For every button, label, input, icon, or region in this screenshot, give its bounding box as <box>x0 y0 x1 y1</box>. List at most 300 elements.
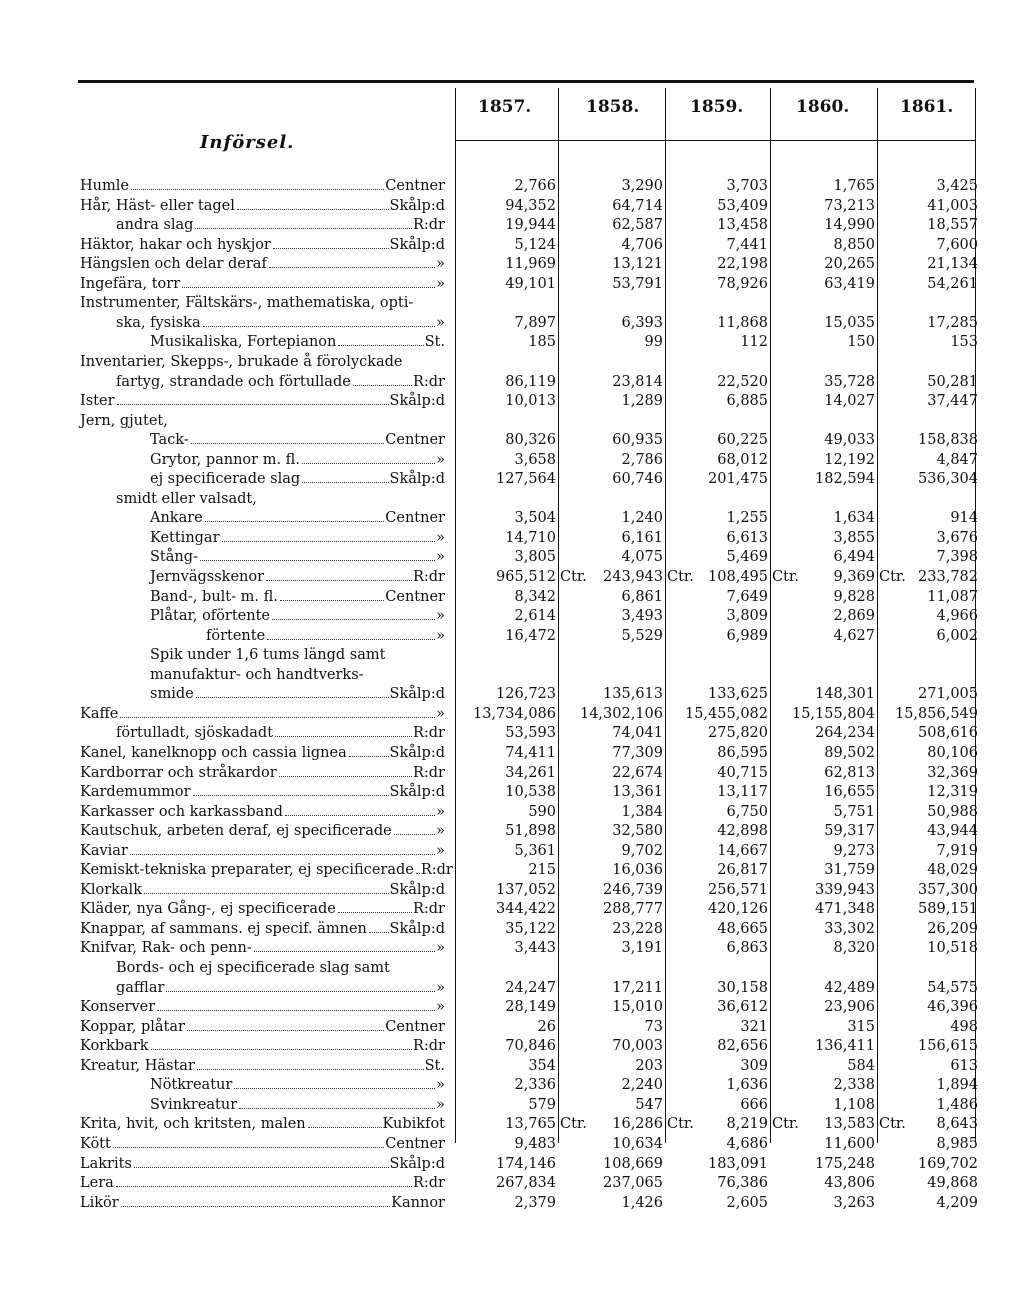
item-name: smidt eller valsadt, <box>116 490 257 507</box>
value-cell: 10,013 <box>505 393 556 410</box>
row-label <box>80 412 168 430</box>
table-row <box>0 412 1024 430</box>
value-cell: 267,834 <box>496 1175 556 1192</box>
table-row <box>0 373 1024 391</box>
leader-dots <box>117 404 389 405</box>
value-cell: 7,897 <box>514 314 556 331</box>
value-cell: 1,486 <box>936 1096 978 1113</box>
item-unit: Skålp:d <box>389 1155 445 1172</box>
value-cell: 32,580 <box>612 823 663 840</box>
value-cell: 354 <box>528 1057 556 1074</box>
row-label <box>116 959 390 977</box>
value-cell: 136,411 <box>815 1038 875 1055</box>
value-cell: 59,317 <box>824 823 875 840</box>
item-unit: Kannor <box>391 1194 445 1211</box>
value-cell: 26,817 <box>717 862 768 879</box>
value-cell: 8,342 <box>514 588 556 605</box>
item-unit: Centner <box>385 510 445 527</box>
item-name: Hår, Häst- eller tagel <box>80 197 235 214</box>
value-cell: 271,005 <box>918 686 978 703</box>
item-name: förtente <box>206 627 266 644</box>
row-label <box>80 1174 445 1192</box>
item-unit: » <box>436 823 445 840</box>
value-cell: 35,728 <box>824 373 875 390</box>
item-unit: » <box>436 940 445 957</box>
value-cell: 53,791 <box>612 275 663 292</box>
row-label <box>150 568 445 586</box>
item-unit: Skålp:d <box>389 881 445 898</box>
item-name: Inventarier, Skepps-, brukade å förolyckade <box>80 353 403 370</box>
value-cell: 3,504 <box>514 510 556 527</box>
item-name: ska, fysiska <box>116 314 201 331</box>
value-cell: 50,281 <box>927 373 978 390</box>
item-unit: R:dr <box>412 764 445 781</box>
value-cell: 7,441 <box>726 236 768 253</box>
value-cell: 48,665 <box>717 920 768 937</box>
value-cell: 4,966 <box>936 608 978 625</box>
value-cell: 150 <box>847 334 875 351</box>
row-label <box>150 685 445 703</box>
value-cell: 31,759 <box>824 862 875 879</box>
item-unit: St. <box>424 334 445 351</box>
value-cell: 74,041 <box>612 725 663 742</box>
value-cell: 14,990 <box>824 217 875 234</box>
leader-dots <box>197 1069 424 1070</box>
leader-dots <box>113 1147 384 1148</box>
row-label <box>150 529 445 547</box>
table-row <box>0 275 1024 293</box>
table-row <box>0 314 1024 332</box>
table-row <box>0 607 1024 625</box>
value-cell: 12,192 <box>824 451 875 468</box>
value-cell: 62,813 <box>824 764 875 781</box>
value-cell: 9,369 <box>833 569 875 585</box>
table-row <box>0 216 1024 234</box>
table-row <box>0 431 1024 449</box>
value-cell: 14,027 <box>824 393 875 410</box>
year-1: 1858. <box>586 97 640 117</box>
value-cell: 6,613 <box>726 529 768 546</box>
value-cell: 6,161 <box>621 529 663 546</box>
value-cell: 19,944 <box>505 217 556 234</box>
item-unit: » <box>436 275 445 292</box>
item-name: Karkasser och karkassband <box>80 803 283 820</box>
item-unit: » <box>436 705 445 722</box>
item-name: Kläder, nya Gång-, ej specificerade <box>80 901 336 918</box>
item-unit: » <box>436 1077 445 1094</box>
item-name: Lera <box>80 1175 114 1192</box>
item-unit: Skålp:d <box>389 197 445 214</box>
year-2: 1859. <box>690 97 744 117</box>
item-unit: R:dr <box>412 569 445 585</box>
value-cell: 174,146 <box>496 1155 556 1172</box>
value-cell: 1,636 <box>726 1077 768 1094</box>
item-unit: » <box>436 1096 445 1113</box>
value-cell: 357,300 <box>918 881 978 898</box>
row-label <box>80 255 445 273</box>
value-cell: 182,594 <box>815 471 875 488</box>
row-label <box>116 314 445 332</box>
table-row <box>0 236 1024 254</box>
value-cell: 579 <box>528 1096 556 1113</box>
row-label <box>80 197 445 215</box>
table-row <box>0 353 1024 371</box>
value-cell: 40,715 <box>717 764 768 781</box>
value-cell: 344,422 <box>496 901 556 918</box>
value-cell: 243,943 <box>603 569 663 585</box>
value-cell: 42,898 <box>717 823 768 840</box>
item-name: Konserver <box>80 999 156 1016</box>
table-row <box>0 822 1024 840</box>
value-cell: 78,926 <box>717 275 768 292</box>
table-row <box>0 627 1024 645</box>
value-cell: 156,615 <box>918 1038 978 1055</box>
value-cell: 70,846 <box>505 1038 556 1055</box>
row-label <box>116 724 445 742</box>
row-label <box>80 842 445 860</box>
value-cell: 256,571 <box>708 881 768 898</box>
item-name: Kardborrar och stråkardor <box>80 764 277 781</box>
table-row <box>0 724 1024 742</box>
row-label <box>80 1018 445 1036</box>
value-cell: 3,676 <box>936 529 978 546</box>
table-row <box>0 490 1024 508</box>
value-cell: 3,703 <box>726 178 768 194</box>
value-cell: 420,126 <box>708 901 768 918</box>
value-cell: 3,443 <box>514 940 556 957</box>
value-cell: 11,969 <box>505 256 556 273</box>
value-cell: 589,151 <box>918 901 978 918</box>
value-cell: 153 <box>950 334 978 351</box>
item-name: Kemiskt-tekniska preparater, ej specificerade <box>80 862 414 879</box>
table-row <box>0 842 1024 860</box>
item-unit: Centner <box>385 1135 445 1152</box>
item-name: gafflar <box>116 979 165 996</box>
item-unit: Kubikfot <box>382 1116 445 1133</box>
value-cell: 3,658 <box>514 451 556 468</box>
item-name: Musikaliska, Fortepianon <box>150 334 337 351</box>
leader-dots <box>120 717 435 718</box>
value-cell: 68,012 <box>717 451 768 468</box>
value-cell: 1,634 <box>833 510 875 527</box>
leader-dots <box>269 267 435 268</box>
value-cell: 22,674 <box>612 764 663 781</box>
value-cell: 15,856,549 <box>894 705 978 722</box>
value-cell: 1,894 <box>936 1077 978 1094</box>
value-cell: 135,613 <box>603 686 663 703</box>
leader-dots <box>200 560 435 561</box>
item-name: Ankare <box>150 510 203 527</box>
value-cell: 7,398 <box>936 549 978 566</box>
value-cell: 508,616 <box>918 725 978 742</box>
item-unit: Centner <box>385 588 445 605</box>
value-cell: 23,814 <box>612 373 663 390</box>
value-cell: 50,988 <box>927 803 978 820</box>
value-cell: 15,035 <box>824 314 875 331</box>
value-cell: 6,885 <box>726 393 768 410</box>
item-name: andra slag <box>116 217 194 234</box>
value-cell: 8,850 <box>833 236 875 253</box>
value-cell: 53,409 <box>717 197 768 214</box>
value-cell: 8,985 <box>936 1135 978 1152</box>
value-cell: 3,290 <box>621 178 663 194</box>
value-cell: 498 <box>950 1018 978 1035</box>
item-unit: » <box>436 842 445 859</box>
value-cell: 13,458 <box>717 217 768 234</box>
item-name: Kaffe <box>80 705 119 722</box>
item-name: Humle <box>80 178 129 194</box>
table-row <box>0 1057 1024 1075</box>
value-cell: 60,746 <box>612 471 663 488</box>
value-cell: 137,052 <box>496 881 556 898</box>
value-cell: 169,702 <box>918 1155 978 1172</box>
item-name: Jern, gjutet, <box>80 412 168 429</box>
value-cell: 22,198 <box>717 256 768 273</box>
value-cell: 26 <box>537 1018 556 1035</box>
item-unit: Skålp:d <box>389 920 445 937</box>
value-cell: 22,520 <box>717 373 768 390</box>
value-cell: 6,002 <box>936 627 978 644</box>
value-cell: 2,786 <box>621 451 663 468</box>
table-row <box>0 1155 1024 1173</box>
row-label <box>80 1194 445 1212</box>
value-cell: 7,600 <box>936 236 978 253</box>
table-row <box>0 509 1024 527</box>
item-name: Krita, hvit, och kritsten, malen <box>80 1116 306 1133</box>
row-label <box>80 803 445 821</box>
row-label <box>80 177 445 195</box>
item-name: Kött <box>80 1135 111 1152</box>
section-title: Införsel. <box>200 132 295 153</box>
table-row <box>0 939 1024 957</box>
leader-dots <box>166 991 435 992</box>
value-cell: 9,702 <box>621 842 663 859</box>
value-cell: 36,612 <box>717 999 768 1016</box>
year-3: 1860. <box>796 97 850 117</box>
item-name: förtulladt, sjöskadadt <box>116 725 274 742</box>
value-cell: 613 <box>950 1057 978 1074</box>
value-cell: 5,751 <box>833 803 875 820</box>
item-unit: Skålp:d <box>389 393 445 410</box>
table-row <box>0 1018 1024 1036</box>
value-cell: 309 <box>740 1057 768 1074</box>
value-cell: 237,065 <box>603 1175 663 1192</box>
value-cell: 80,106 <box>927 744 978 761</box>
leader-dots <box>237 209 389 210</box>
value-cell: 77,309 <box>612 744 663 761</box>
value-cell: 16,036 <box>612 862 663 879</box>
value-cell: 8,643 <box>936 1116 978 1133</box>
row-label <box>116 490 257 508</box>
row-label <box>150 431 445 449</box>
item-unit: Centner <box>385 432 445 449</box>
value-cell: 28,149 <box>505 999 556 1016</box>
item-unit: Skålp:d <box>389 236 445 253</box>
leader-dots <box>273 248 389 249</box>
value-cell: 42,489 <box>824 979 875 996</box>
value-cell: 275,820 <box>708 725 768 742</box>
item-name: ej specificerade slag <box>150 471 301 488</box>
leader-dots <box>353 385 412 386</box>
value-cell: 108,495 <box>708 569 768 585</box>
row-label <box>150 333 445 351</box>
item-name: Kettingar <box>150 529 220 546</box>
leader-dots <box>134 1167 389 1168</box>
leader-dots <box>302 482 388 483</box>
row-label <box>116 979 445 997</box>
value-cell: 5,361 <box>514 842 556 859</box>
value-cell: 215 <box>528 862 556 879</box>
item-unit: R:dr <box>412 725 445 742</box>
leader-dots <box>191 443 385 444</box>
table-row <box>0 1096 1024 1114</box>
value-cell: 133,625 <box>708 686 768 703</box>
leader-dots <box>234 1088 435 1089</box>
table-row <box>0 177 1024 195</box>
value-cell: 11,600 <box>824 1135 875 1152</box>
value-cell: 33,302 <box>824 920 875 937</box>
value-cell: 73,213 <box>824 197 875 214</box>
value-cell: 60,935 <box>612 432 663 449</box>
value-cell: 471,348 <box>815 901 875 918</box>
value-cell: 321 <box>740 1018 768 1035</box>
leader-dots <box>222 541 436 542</box>
table-row <box>0 920 1024 938</box>
leader-dots <box>121 1206 390 1207</box>
item-unit: R:dr <box>412 373 445 390</box>
value-cell: 43,806 <box>824 1175 875 1192</box>
table-row <box>0 392 1024 410</box>
table-row <box>0 959 1024 977</box>
table-row <box>0 705 1024 723</box>
value-cell: 6,750 <box>726 803 768 820</box>
value-cell: 203 <box>635 1057 663 1074</box>
row-label <box>80 705 445 723</box>
value-cell: 9,483 <box>514 1135 556 1152</box>
table-row <box>0 548 1024 566</box>
row-label <box>80 861 453 879</box>
value-cell: 30,158 <box>717 979 768 996</box>
value-cell: 12,319 <box>927 784 978 801</box>
row-label <box>116 216 445 234</box>
value-cell: 60,225 <box>717 432 768 449</box>
item-name: Lakrits <box>80 1155 132 1172</box>
value-cell: 24,247 <box>505 979 556 996</box>
item-name: Bords- och ej specificerade slag samt <box>116 960 390 976</box>
item-unit: Centner <box>385 178 445 194</box>
value-cell: 13,121 <box>612 256 663 273</box>
table-row <box>0 1194 1024 1212</box>
value-cell: 23,228 <box>612 920 663 937</box>
value-cell: 3,263 <box>833 1194 875 1211</box>
leader-dots <box>196 697 389 698</box>
table-row <box>0 998 1024 1016</box>
value-cell: 1,289 <box>621 393 663 410</box>
row-label <box>80 939 445 957</box>
value-cell: 10,538 <box>505 784 556 801</box>
value-cell: 666 <box>740 1096 768 1113</box>
value-cell: 590 <box>528 803 556 820</box>
leader-dots <box>144 893 389 894</box>
value-cell: 6,861 <box>621 588 663 605</box>
value-cell: 86,119 <box>505 373 556 390</box>
value-cell: 54,575 <box>927 979 978 996</box>
value-cell: 315 <box>847 1018 875 1035</box>
table-row <box>0 451 1024 469</box>
value-cell: 99 <box>644 334 663 351</box>
value-cell: 536,304 <box>918 471 978 488</box>
row-label <box>206 627 445 645</box>
item-name: Koppar, plåtar <box>80 1018 185 1035</box>
leader-dots <box>280 600 384 601</box>
row-label <box>80 881 445 899</box>
value-cell: 82,656 <box>717 1038 768 1055</box>
item-unit: R:dr <box>412 901 445 918</box>
row-label <box>80 294 413 312</box>
item-unit: Centner <box>385 1018 445 1035</box>
value-cell: 14,302,106 <box>579 705 663 722</box>
item-unit: » <box>436 549 445 566</box>
value-cell: 73 <box>644 1018 663 1035</box>
item-unit: » <box>436 979 445 996</box>
value-cell: 4,627 <box>833 627 875 644</box>
unit-prefix: Ctr. <box>560 1116 587 1133</box>
value-cell: 14,667 <box>717 842 768 859</box>
row-label <box>80 275 445 293</box>
value-cell: 5,469 <box>726 549 768 566</box>
value-cell: 4,209 <box>936 1194 978 1211</box>
leader-dots <box>205 521 385 522</box>
table-row <box>0 255 1024 273</box>
row-label <box>80 1057 445 1075</box>
value-cell: 94,352 <box>505 197 556 214</box>
value-cell: 15,010 <box>612 999 663 1016</box>
leader-dots <box>369 932 389 933</box>
leader-dots <box>302 463 435 464</box>
value-cell: 4,686 <box>726 1135 768 1152</box>
item-unit: » <box>436 256 445 273</box>
row-label <box>80 1115 445 1133</box>
value-cell: 1,384 <box>621 803 663 820</box>
value-cell: 2,605 <box>726 1194 768 1211</box>
value-cell: 10,518 <box>927 940 978 957</box>
value-cell: 5,124 <box>514 236 556 253</box>
item-unit: Skålp:d <box>389 686 445 703</box>
item-unit: Skålp:d <box>389 471 445 488</box>
row-label <box>150 470 445 488</box>
item-name: Likör <box>80 1194 119 1211</box>
value-cell: 2,869 <box>833 608 875 625</box>
table-row <box>0 1037 1024 1055</box>
table-row <box>0 881 1024 899</box>
row-label <box>150 451 445 469</box>
leader-dots <box>338 912 412 913</box>
value-cell: 584 <box>847 1057 875 1074</box>
row-label <box>150 1096 445 1114</box>
value-cell: 112 <box>740 334 768 351</box>
value-cell: 127,564 <box>496 471 556 488</box>
value-cell: 339,943 <box>815 881 875 898</box>
item-name: Svinkreatur <box>150 1096 238 1113</box>
value-cell: 148,301 <box>815 686 875 703</box>
value-cell: 26,209 <box>927 920 978 937</box>
table-row <box>0 1174 1024 1192</box>
value-cell: 201,475 <box>708 471 768 488</box>
value-cell: 4,075 <box>621 549 663 566</box>
value-cell: 51,898 <box>505 823 556 840</box>
value-cell: 23,906 <box>824 999 875 1016</box>
unit-prefix: Ctr. <box>772 1116 799 1133</box>
